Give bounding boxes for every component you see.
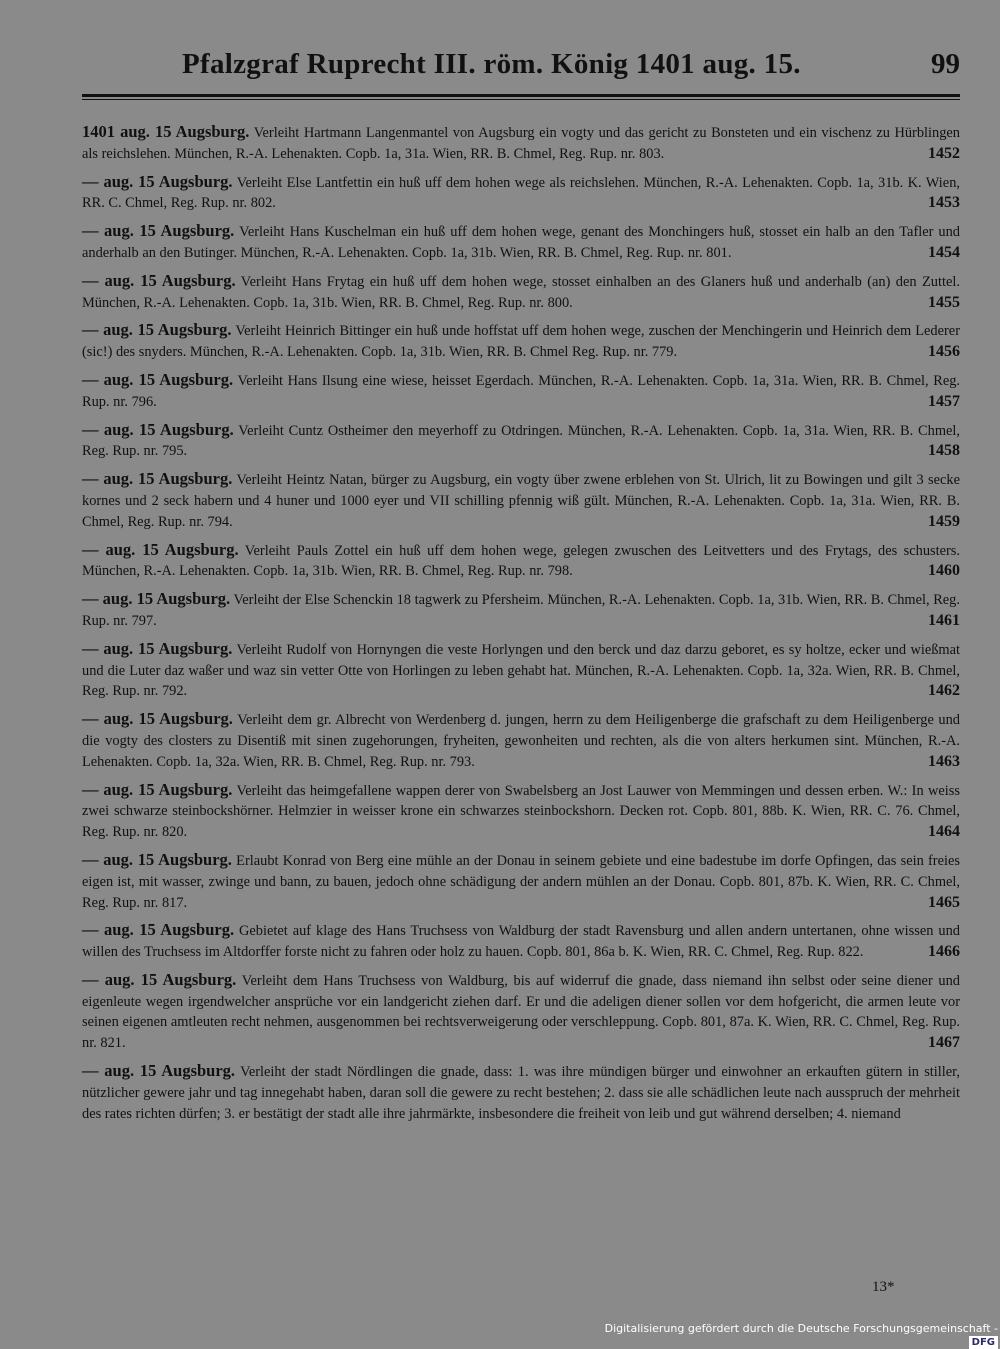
entry-text: Verleiht Heintz Natan, bürger zu Augsburg, ein vogty über zwene erblehen von St. Ulrich, lit zu Bowingen und gilt 3 secke kornes und 2 seck habern und 4 huner und 1000 eyer und VII schilling pfennig wiß gült. München, R.-A. Lehenakten. Copb. 1a, 31a. Wien, RR. B. Chmel, Reg. Rup. nr. 794. xyxy=(82,472,960,530)
dfg-logo: DFG xyxy=(969,1336,998,1349)
entry-date-place: — aug. 15 Augsburg. xyxy=(82,779,233,799)
entry-text: Verleiht dem Hans Truchsess von Waldburg, bis auf widerruf die gnade, dass niemand ihn selbst oder seine diener und eigenleute wegen irgendwelcher ansprüche vor ein landgericht ziehen darf. Er und die adeligen diener sollen vor dem hofgericht, die armen leute vor seinen eigenen amtleuten recht nehmen, ausgenommen bei rechtsverweigerung oder verschleppung. Copb. 801, 87a. K. Wien, RR. C. Chmel, Reg. Rup. nr. 821. xyxy=(82,972,960,1052)
entry-number: 1459 xyxy=(928,512,960,530)
regest-entry xyxy=(82,172,960,215)
entry-date-place: — aug. 15 Augsburg. xyxy=(82,1061,236,1081)
entry-text: Verleiht Hartmann Langenmantel von Augsburg ein vogty und das gericht zu Bonsteten und ein vischenz zu Hürblingen als reichslehen. München, R.-A. Lehenakten. Copb. 1a, 31a. Wien, RR. B. Chmel, Reg. Rup. nr. 803. xyxy=(82,125,960,162)
entry-number: 1458 xyxy=(928,442,960,460)
header-rule-thick xyxy=(82,94,960,97)
regest-entry xyxy=(82,540,960,583)
entry-text: Verleiht der Else Schenckin 18 tagwerk zu Pfersheim. München, R.-A. Lehenakten. Copb. 1a, 31b. Wien, RR. B. Chmel, Reg. Rup. nr. 797. xyxy=(82,592,960,629)
regest-entry xyxy=(82,970,960,1054)
entry-date-place: — aug. 15 Augsburg. xyxy=(82,849,232,869)
entry-text: Verleiht Heinrich Bittinger ein huß unde hoffstat uff dem hohen wege, zuschen der Menchingerin und Heinrich dem Lederer (sic!) des snyders. München, R.-A. Lehenakten. Copb. 1a, 31b. Wien, RR. B. Chmel Reg. Rup. nr. 779. xyxy=(82,323,960,361)
dfg-notice xyxy=(600,1322,998,1348)
regest-entry xyxy=(82,920,960,963)
entry-number: 1454 xyxy=(928,243,960,261)
entry-date-place: — aug. 15 Augsburg. xyxy=(82,638,233,658)
entry-date-place: — aug. 15 Augsburg. xyxy=(82,320,232,340)
regest-entry xyxy=(82,420,960,463)
entry-text: Erlaubt Konrad von Berg eine mühle an der Donau in seinem gebiete und eine badestube im dorfe Opfingen, das sein freies eigen ist, mit wasser, zwinge und bann, zu bauen, jedoch ohne schädigung der andern mühlen an der Donau. Copb. 801, 87b. K. Wien, RR. C. Chmel, Reg. Rup. nr. 817. xyxy=(82,852,960,911)
entry-date-place: — aug. 15 Augsburg. xyxy=(82,369,234,389)
regest-entry xyxy=(82,221,960,264)
entry-date-place: — aug. 15 Augsburg. xyxy=(82,419,234,439)
entry-number: 1457 xyxy=(928,392,960,410)
entry-text: Verleiht Cuntz Ostheimer den meyerhoff zu Otdringen. München, R.-A. Lehenakten. Copb. 1a, 31a. Wien, RR. B. Chmel, Reg. Rup. nr. 795. xyxy=(82,422,961,460)
entry-text: Verleiht der stadt Nördlingen die gnade, dass: 1. was ihre mündigen bürger und einwohner an erkauften gütern in stiller, nützlicher gewere jahr und tag innegehabt haben, daran soll die gewere zu recht bestehen; 2. dass sie alle schädlichen leute nach ausspruch der mehrheit des rates richten dürfen; 3. er bestätigt der stadt alle ihre jahrmärkte, insbesondere die freiheit von leib und gut während derselben; 4. niemand xyxy=(82,1064,960,1122)
entry-text: Verleiht Else Lantfettin ein huß uff dem hohen wege als reichslehen. München, R.-A. Lehenakten. Copb. 1a, 31b. K. Wien, RR. C. Chmel, Reg. Rup. nr. 802. xyxy=(82,174,960,212)
entry-date-place: — aug. 15 Augsburg. xyxy=(82,920,235,940)
entry-number: 1463 xyxy=(928,752,960,770)
entry-number: 1464 xyxy=(928,823,960,841)
dfg-notice-text: Digitalisierung gefördert durch die Deutsche Forschungsgemeinschaft - xyxy=(604,1322,998,1335)
regest-entry xyxy=(82,122,960,165)
entry-text: Verleiht Pauls Zottel ein huß uff dem hohen wege, gelegen zwuschen des Leitvetters und des Frytags, des schusters. München, R.-A. Lehenakten. Copb. 1a, 31b. Wien, RR. B. Chmel, Reg. Rup. nr. 798. xyxy=(82,542,960,580)
entry-date-place: — aug. 15 Augsburg. xyxy=(82,709,233,729)
regest-entry xyxy=(82,589,960,632)
entry-text: Verleiht dem gr. Albrecht von Werdenberg d. jungen, herrn zu dem Heiligenberge die grafschaft zu dem Heiligenberge und die vogty des closters zu Disentiß mit sinen zugehorungen, fryheiten, gewonheiten und rechten, als die von alters herkumen sint. München, R.-A. Lehenakten. Copb. 1a, 32a. Wien, RR. B. Chmel, Reg. Rup. nr. 793. xyxy=(82,712,960,770)
regest-entry xyxy=(82,320,960,363)
regest-entry xyxy=(82,370,960,413)
entry-date-place: 1401 aug. 15 Augsburg. xyxy=(82,122,250,141)
regest-entry xyxy=(82,1061,960,1124)
regest-entry xyxy=(82,709,960,772)
regest-entry xyxy=(82,271,960,314)
entry-number: 1467 xyxy=(928,1034,960,1052)
entry-date-place: — aug. 15 Augsburg. xyxy=(82,171,233,191)
entry-text: Gebietet auf klage des Hans Truchsess von Waldburg der stadt Ravensburg und allen andern untertanen, ohne wissen und willen des Truchsess im Altdorffer forste nicht zu fahren oder holz zu hauen. Copb. 801, 86a b. K. Wien, RR. C. Chmel, Reg. Rup. 822. xyxy=(82,923,960,961)
regest-entry xyxy=(82,469,960,532)
regest-entry xyxy=(82,780,960,843)
entry-date-place: — aug. 15 Augsburg. xyxy=(82,469,233,489)
entry-text: Verleiht das heimgefallene wappen derer von Swabelsberg an Jost Lauwer von Memmingen und dessen erben. W.: In weiss zwei schwarze steinbockshörner. Helmzier in weisser krone ein schwarzes steinbockshorn. Decken rot. Copb. 801, 88b. K. Wien, RR. C. 76. Chmel, Reg. Rup. nr. 820. xyxy=(82,782,960,841)
entry-date-place: — aug. 15 Augsburg. xyxy=(82,539,239,559)
entry-text: Verleiht Hans Ilsung eine wiese, heisset Egerdach. München, R.-A. Lehenakten. Copb. 1a, 31a. Wien, RR. B. Chmel, Reg. Rup. nr. 796. xyxy=(82,372,960,410)
entry-text: Verleiht Hans Kuschelman ein huß uff dem hohen wege, genant des Monchingers huß, stosset ein halb an den Tafler und anderhalb an den Butinger. München, R.-A. Lehenakten. Copb. 1a, 31b. Wien, RR. B. Chmel, Reg. Rup. nr. 801. xyxy=(82,224,961,261)
entry-text: Verleiht Rudolf von Hornyngen die veste Horlyngen und den berck und daz darzu geboret, es sy holtze, ecker und wießmat und die Luter daz waßer und waz sin vetter Otte von Horlingen zu leben gehabt hat. München, R.-A. Lehenakten. Copb. 1a, 32a. Wien, RR. B. Chmel, Reg. Rup. nr. 792. xyxy=(82,641,960,700)
regest-entry xyxy=(82,850,960,913)
page-header xyxy=(82,48,962,88)
entry-date-place: — aug. 15 Augsburg. xyxy=(82,270,236,290)
signature-mark: 13* xyxy=(872,1279,895,1295)
entry-number: 1462 xyxy=(928,682,960,700)
entry-date-place: — aug. 15 Augsburg. xyxy=(82,969,237,989)
page-title: Pfalzgraf Ruprecht III. röm. König 1401 aug. 15. xyxy=(182,48,801,80)
regest-list xyxy=(82,122,960,1131)
entry-text: Verleiht Hans Frytag ein huß uff dem hohen wege, stosset einhalben an des Glaners huß und anderhalb (an) den Zuttel. München, R.-A. Lehenakten. Copb. 1a, 31b. Wien, RR. B. Chmel, Reg. Rup. nr. 800. xyxy=(82,273,960,311)
entry-number: 1460 xyxy=(928,562,960,580)
entry-number: 1456 xyxy=(928,343,960,361)
header-rule-thin xyxy=(82,99,960,100)
entry-number: 1452 xyxy=(928,144,960,162)
entry-number: 1453 xyxy=(928,194,960,212)
entry-date-place: — aug. 15 Augsburg. xyxy=(82,589,231,609)
regest-entry xyxy=(82,639,960,702)
entry-number: 1465 xyxy=(928,893,960,911)
page-number: 99 xyxy=(931,48,960,80)
entry-number: 1466 xyxy=(928,943,960,961)
entry-date-place: — aug. 15 Augsburg. xyxy=(82,221,235,241)
entry-number: 1455 xyxy=(928,293,960,311)
entry-number: 1461 xyxy=(928,611,960,629)
